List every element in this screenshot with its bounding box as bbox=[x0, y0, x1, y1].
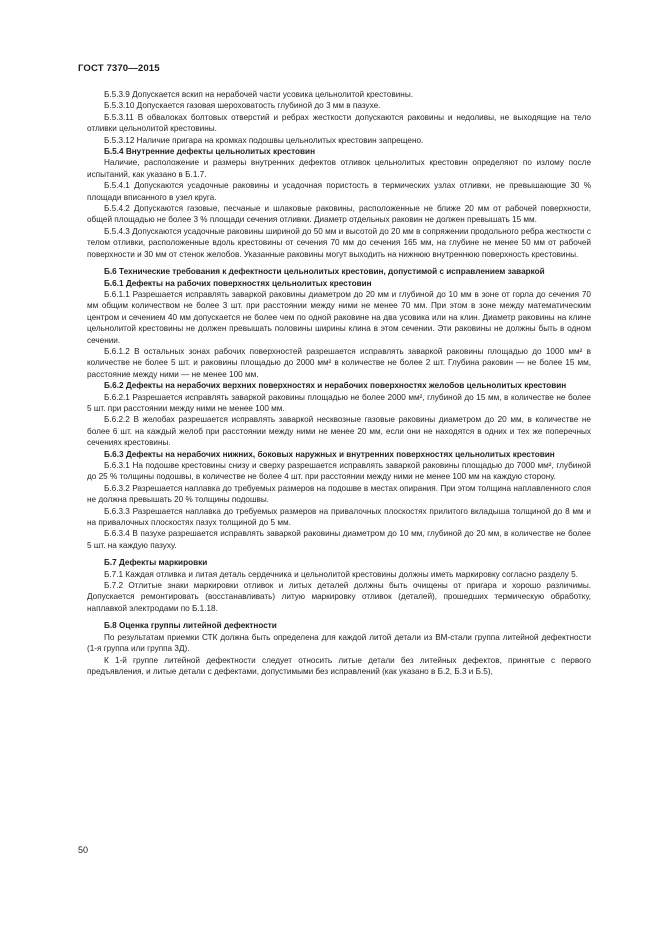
paragraph: Б.6.3.4 В пазухе разрешается исправлять заваркой раковины диаметром до 10 мм, глубиной до 20 мм, в количестве не более 5 шт. на каждую пазуху. bbox=[87, 529, 591, 550]
section-heading: Б.6 Технические требования к дефектности цельнолитых крестовин, допустимой с исправлением заваркой bbox=[104, 267, 545, 277]
section-heading: Б.8 Оценка группы литейной дефектности bbox=[104, 621, 277, 631]
paragraph: По результатам приемки СТК должна быть определена для каждой литой детали из ВМ-стали группа литейной дефектности (1-я группа или группа 3Д). bbox=[87, 632, 591, 654]
paragraph: Б.6.2.2 В желобах разрешается исправлять заваркой несквозные газовые раковины диаметром до 20 мм, в количестве не более 6 шт. на каждый желоб при расстоянии между ними не менее 20 мм, если они не находятся в одних и тех же поперечных сечениях крестовины. bbox=[87, 415, 591, 448]
paragraph: Б.5.4.3 Допускаются усадочные раковины шириной до 50 мм и высотой до 20 мм в сопряжении продольного ребра жесткости с телом отливки, расположенные вдоль крестовины от сечения 70 мм до сечения 165 мм, на глубине не менее 50 мм от рабочей поверхности и 30 мм от стенок желобов. Указанные раковины могут выходить на нижнюю внутреннюю поверхность крестовины. bbox=[87, 226, 591, 259]
paragraph: Наличие, расположение и размеры внутренних дефектов отливок цельнолитых крестовин определяют по излому после испытаний, как указано в Б.1.7. bbox=[87, 158, 591, 179]
paragraph: Б.6.2.1 Разрешается исправлять заваркой раковины площадью не более 2000 мм², глубиной до 15 мм, в количестве не более 5 шт. при расстоянии между ними не менее 100 мм. bbox=[87, 392, 591, 413]
paragraph: Б.6.3.1 На подошве крестовины снизу и сверху разрешается исправлять заваркой раковины площадью до 7000 мм², глубиной до 25 % толщины подошвы, в количестве не более 4 шт. при расстоянии между ними не менее 100 мм на каждую сторону. bbox=[87, 461, 591, 482]
section-heading: Б.6.1 Дефекты на рабочих поверхностях цельнолитых крестовин bbox=[104, 278, 372, 288]
paragraph: Б.6.1.2 В остальных зонах рабочих поверхностей разрешается исправлять заваркой раковины площадью до 1000 мм² в количестве не более 5 шт. и раковины площадью до 2000 мм² в количестве не более 2 шт. Глубина раковин — не более 15 мм, расстояние между ними — не менее 100 мм. bbox=[87, 346, 591, 379]
paragraph: Б.7.1 Каждая отливка и литая деталь сердечника и цельнолитой крестовины должны иметь маркировку согласно разделу 5. bbox=[104, 569, 578, 579]
paragraph: Б.5.4.1 Допускаются усадочные раковины и усадочная пористость в термических узлах отливки, не превышающие 30 % площади вписанного в узел круга. bbox=[87, 181, 591, 202]
paragraph: Б.7.2 Отлитые знаки маркировки отливок и литых деталей должны быть очищены от пригара и хорошо различимы. Допускается ремонтировать (восстанавливать) литую маркировку отливок (деталей), прошедших термическую обработку, наплавкой электродами по Б.1.18. bbox=[87, 581, 591, 613]
paragraph: Б.6.3.3 Разрешается наплавка до требуемых размеров на привалочных плоскостях прилитого вкладыша толщиной до 8 мм и на привалочных плоскостях пазух толщиной до 5 мм. bbox=[87, 506, 591, 528]
paragraph: Б.5.4.2 Допускаются газовые, песчаные и шлаковые раковины, расположенные не ближе 20 мм от рабочей поверхности, общей площадью не более 3 % площади сечения отливки. Диаметр отдельных раковин не должен превышать 15 мм. bbox=[87, 204, 591, 225]
section-heading: Б.6.2 Дефекты на нерабочих верхних поверхностях и нерабочих поверхностях желобов цельнолитых крестовин bbox=[104, 381, 567, 391]
document-header: ГОСТ 7370—2015 bbox=[78, 63, 160, 74]
paragraph: Б.5.3.11 В обвалоках болтовых отверстий и ребрах жесткости допускаются раковины и недоливы, не выходящие на тело отливки цельнолитой крестовины. bbox=[87, 112, 591, 134]
paragraph: Б.5.3.12 Наличие пригара на кромках подошвы цельнолитых крестовин запрещено. bbox=[104, 135, 424, 145]
section-heading: Б.7 Дефекты маркировки bbox=[104, 558, 208, 568]
paragraph: Б.6.3.2 Разрешается наплавка до требуемых размеров на подошве в местах опирания. При этом толщина наплавленного слоя не должна превышать 20 % толщины подошвы. bbox=[87, 483, 591, 505]
page-number: 50 bbox=[78, 845, 89, 855]
document-body bbox=[87, 89, 591, 677]
paragraph: Б.5.3.9 Допускается вскип на нерабочей части усовика цельнолитой крестовины. bbox=[104, 90, 413, 99]
paragraph: Б.5.3.10 Допускается газовая шероховатость глубиной до 3 мм в пазухе. bbox=[104, 101, 381, 111]
section-heading: Б.6.3 Дефекты на нерабочих нижних, боковых наружных и внутренних поверхностях цельнолитых крестовин bbox=[104, 449, 555, 459]
paragraph: К 1-й группе литейной дефектности следует относить литые детали без литейных дефектов, принятые с первого предъявления, и литые детали с дефектами, допустимыми без исправлений (как указано в Б.2, Б.3 и Б.5), bbox=[87, 655, 591, 676]
section-heading: Б.5.4 Внутренние дефекты цельнолитых крестовин bbox=[104, 147, 316, 157]
paragraph: Б.6.1.1 Разрешается исправлять заваркой раковины диаметром до 20 мм и глубиной до 10 мм в зоне от горла до сечения 70 мм общим количеством не более 3 шт. при расстоянии между ними не менее 70 мм. При этом в зоне между математическим центром и сечением 40 мм допускается не более чем по одной раковине на два усовика или на клин. Диаметр раковины на клине цельнолитой крестовины не должен превышать половины ширины клина в этом сечении. Эти раковины не должны быть в одном сечении. bbox=[87, 289, 591, 345]
